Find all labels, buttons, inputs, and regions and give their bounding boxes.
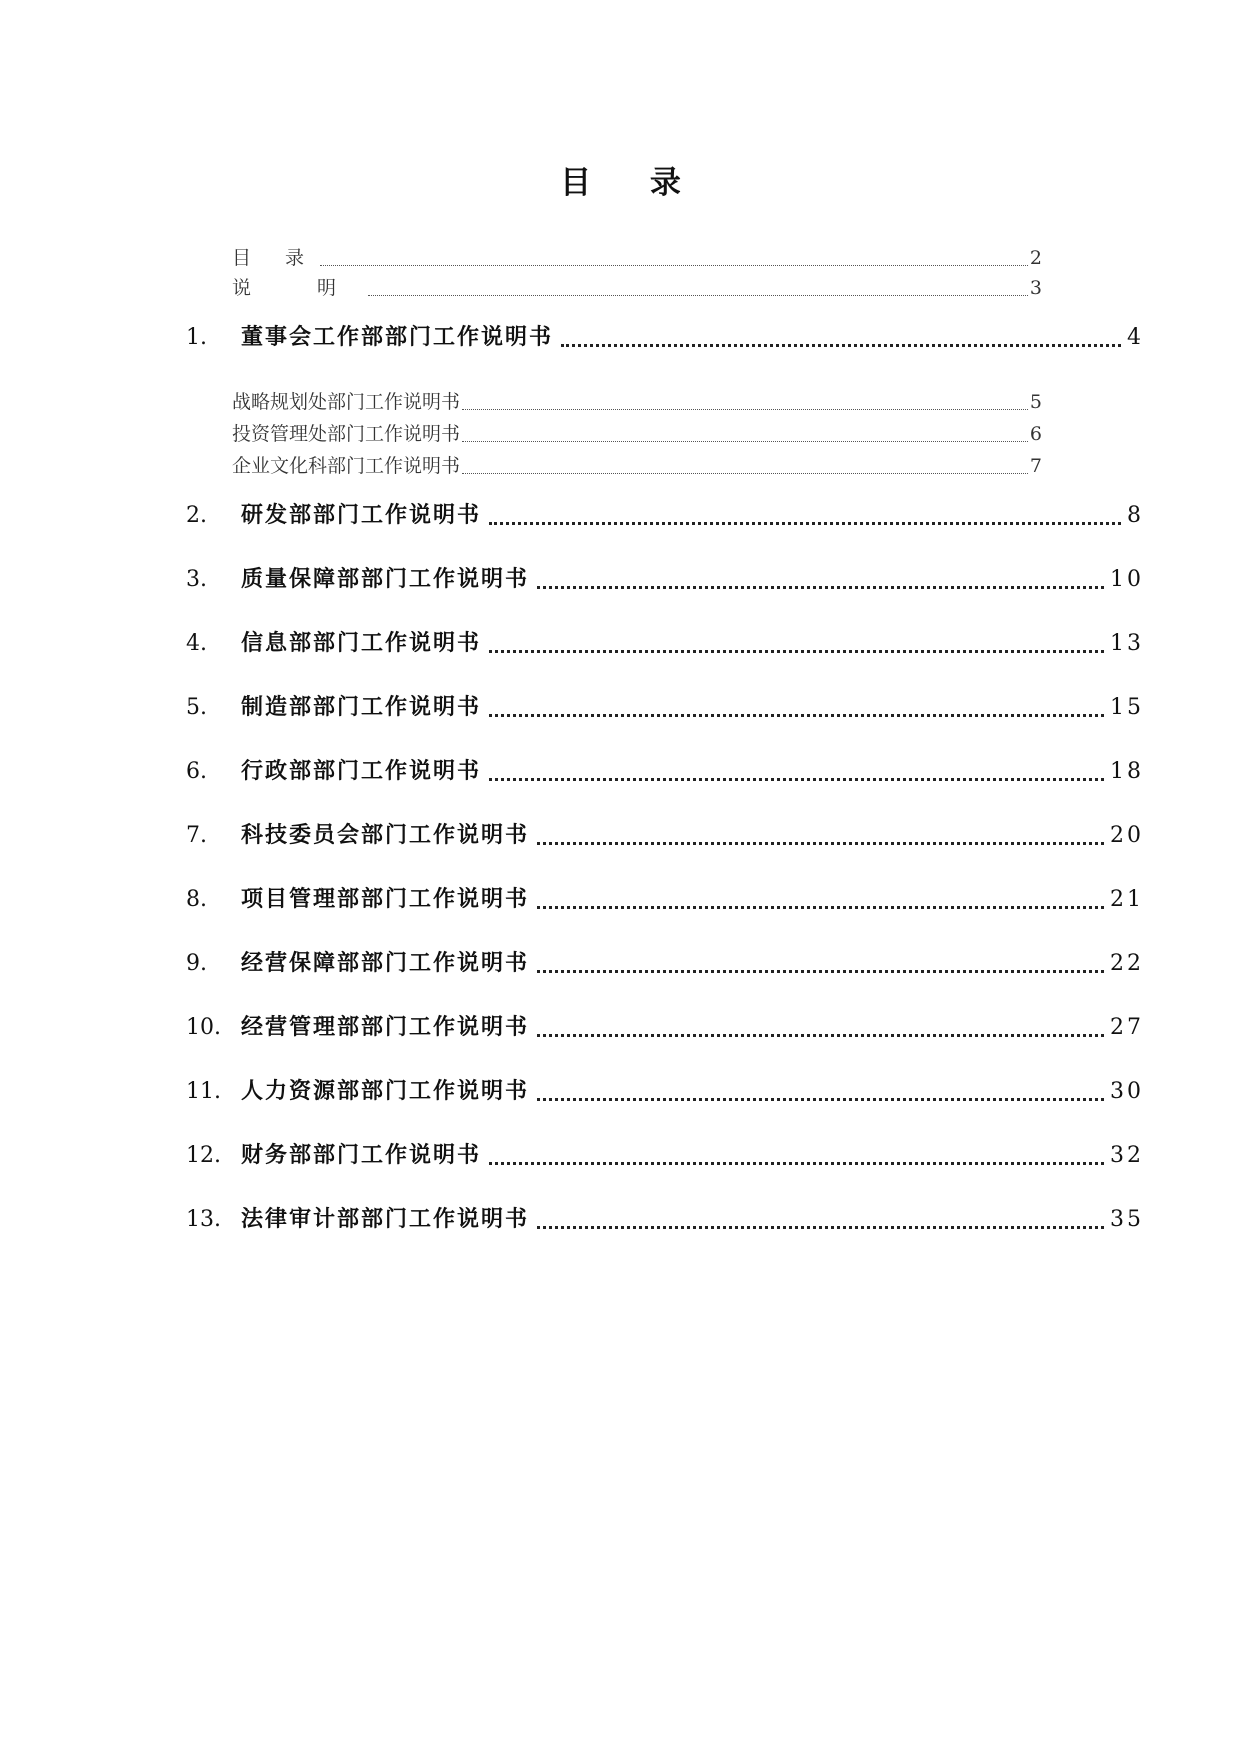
toc-entry-page: 3 [1029,277,1042,299]
toc-section-page: 15 [1110,695,1144,720]
dot-leader [537,586,1104,589]
toc-section-number: 8. [186,887,207,912]
toc-section-label: 制造部部门工作说明书 [241,695,482,720]
toc-entry-label: 战略规划处部门工作说明书 [232,391,461,413]
dot-leader [489,714,1104,717]
toc-subsection-culture[interactable] [232,452,1042,480]
dot-leader [462,409,1028,410]
toc-section-9[interactable] [186,948,1144,980]
toc-entry-page: 7 [1029,455,1042,477]
toc-section-label: 法律审计部部门工作说明书 [241,1207,530,1232]
toc-subsection-strategy[interactable] [232,388,1042,416]
toc-section-label: 董事会工作部部门工作说明书 [241,325,554,350]
toc-section-12[interactable] [186,1140,1144,1172]
dot-leader [320,265,1028,266]
toc-section-8[interactable] [186,884,1144,916]
toc-section-number: 12. [186,1143,221,1168]
dot-leader [489,1162,1104,1165]
toc-section-number: 1. [186,325,207,350]
toc-entry-contents[interactable] [232,244,1042,272]
toc-section-1[interactable] [186,322,1144,354]
toc-section-page: 20 [1110,823,1144,848]
toc-entry-page: 6 [1029,423,1042,445]
toc-section-10[interactable] [186,1012,1144,1044]
toc-entry-notes[interactable] [232,274,1042,302]
toc-section-page: 8 [1127,503,1144,528]
dot-leader [489,650,1104,653]
dot-leader [462,473,1028,474]
toc-section-number: 6. [186,759,207,784]
toc-section-number: 7. [186,823,207,848]
toc-section-label: 研发部部门工作说明书 [241,503,482,528]
toc-section-3[interactable] [186,564,1144,596]
toc-section-4[interactable] [186,628,1144,660]
toc-entry-label: 投资管理处部门工作说明书 [232,423,461,445]
toc-section-number: 3. [186,567,207,592]
toc-section-2[interactable] [186,500,1144,532]
toc-section-13[interactable] [186,1204,1144,1236]
toc-section-number: 10. [186,1015,221,1040]
dot-leader [537,906,1104,909]
toc-section-page: 21 [1110,887,1144,912]
toc-section-label: 科技委员会部门工作说明书 [241,823,530,848]
toc-section-number: 5. [186,695,207,720]
toc-section-label: 人力资源部部门工作说明书 [241,1079,530,1104]
toc-section-number: 11. [186,1079,221,1104]
toc-section-label: 经营管理部部门工作说明书 [241,1015,530,1040]
toc-section-number: 9. [186,951,207,976]
dot-leader [368,295,1028,296]
toc-section-label: 财务部部门工作说明书 [241,1143,482,1168]
toc-entry-page: 2 [1029,247,1042,269]
toc-section-label: 信息部部门工作说明书 [241,631,482,656]
dot-leader [561,344,1121,347]
toc-section-page: 4 [1127,325,1144,350]
toc-section-label: 行政部部门工作说明书 [241,759,482,784]
toc-section-label: 质量保障部部门工作说明书 [241,567,530,592]
dot-leader [537,970,1104,973]
dot-leader [462,441,1028,442]
toc-section-label: 项目管理部部门工作说明书 [241,887,530,912]
toc-section-7[interactable] [186,820,1144,852]
page-title: 目 录 [560,165,705,201]
toc-section-page: 22 [1110,951,1144,976]
toc-section-number: 4. [186,631,207,656]
toc-section-page: 10 [1110,567,1144,592]
dot-leader [489,522,1121,525]
toc-section-page: 18 [1110,759,1144,784]
dot-leader [537,1098,1104,1101]
toc-section-page: 32 [1110,1143,1144,1168]
dot-leader [489,778,1104,781]
toc-entry-page: 5 [1029,391,1042,413]
toc-subsection-investment[interactable] [232,420,1042,448]
toc-section-page: 35 [1110,1207,1144,1232]
toc-section-number: 13. [186,1207,221,1232]
toc-section-label: 经营保障部部门工作说明书 [241,951,530,976]
toc-entry-label: 说 明 [232,277,367,299]
toc-section-page: 13 [1110,631,1144,656]
dot-leader [537,1226,1104,1229]
toc-section-page: 27 [1110,1015,1144,1040]
toc-section-5[interactable] [186,692,1144,724]
toc-entry-label: 企业文化科部门工作说明书 [232,455,461,477]
toc-section-6[interactable] [186,756,1144,788]
dot-leader [537,1034,1104,1037]
toc-entry-label: 目 录 [232,247,319,269]
toc-section-number: 2. [186,503,207,528]
dot-leader [537,842,1104,845]
toc-section-page: 30 [1110,1079,1144,1104]
toc-section-11[interactable] [186,1076,1144,1108]
